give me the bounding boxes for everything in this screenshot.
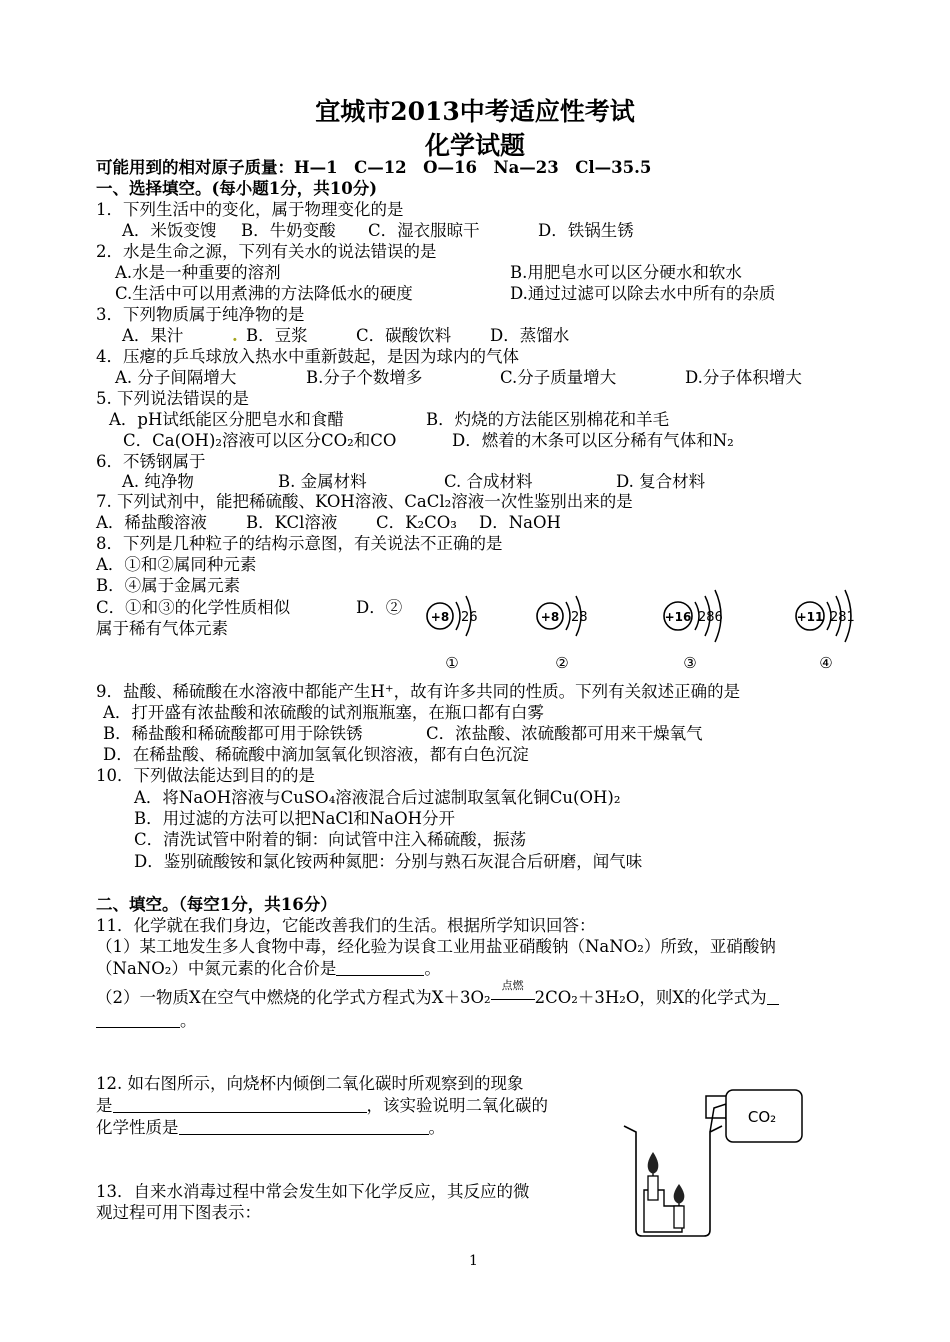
q2-option-b: B.用肥皂水可以区分硬水和软水 — [510, 263, 742, 282]
q6-stem: 6．不锈钢属于 — [96, 452, 206, 471]
atom-diagram-2 — [528, 586, 608, 674]
q6-option-d: D. 复合材料 — [616, 472, 706, 491]
section1-heading: 一、选择填空。(每小题1分，共10分) — [96, 179, 378, 198]
q8-stem: 8．下列是几种粒子的结构示意图，有关说法不正确的是 — [96, 534, 503, 553]
atom-4-shells: 281 — [830, 610, 855, 625]
q5-stem: 5. 下列说法错误的是 — [96, 389, 249, 408]
q2-option-d: D.通过过滤可以除去水中所有的杂质 — [510, 284, 776, 303]
q9-option-d: D．在稀盐酸、稀硫酸中滴加氢氧化钡溶液，都有白色沉淀 — [103, 745, 529, 764]
q6-option-a: A. 纯净物 — [122, 472, 194, 491]
atom-diagram-4 — [790, 586, 860, 674]
q11-part2-products: 2CO₂＋3H₂O，则X的化学式为 — [534, 988, 767, 1007]
co2-beaker-figure — [614, 1082, 814, 1246]
q10-option-a: A．将NaOH溶液与CuSO₄溶液混合后过滤制取氢氧化铜Cu(OH)₂ — [134, 788, 621, 807]
q11-part1-line1: （1）某工地发生多人食物中毒，经化验为误食工业用盐亚硝酸钠（NaNO₂）所致，亚硝酸钠 — [96, 937, 776, 956]
stray-mark: . — [232, 326, 238, 345]
reaction-arrow — [491, 979, 535, 1000]
q12-line2-start: 是 — [96, 1096, 113, 1115]
reaction-condition: 点燃 — [501, 979, 524, 992]
co2-label: CO₂ — [747, 1108, 777, 1126]
q3-option-d: D．蒸馏水 — [490, 326, 570, 345]
atom-1-nucleus: +8 — [430, 610, 450, 624]
atom-2-label: ② — [555, 654, 569, 670]
q2-option-a: A.水是一种重要的溶剂 — [115, 263, 281, 282]
q3-option-a: A．果汁 — [122, 326, 184, 345]
q9-option-a: A．打开盛有浓盐酸和浓硫酸的试剂瓶瓶塞，在瓶口都有白雾 — [103, 703, 544, 722]
q6-option-b: B. 金属材料 — [278, 472, 367, 491]
q8-option-d: D．② — [356, 598, 403, 617]
q7-option-d: D．NaOH — [479, 513, 561, 532]
q13-line1: 13．自来水消毒过程中常会发生如下化学反应，其反应的微 — [96, 1182, 530, 1201]
q11-part1-text: （NaNO₂）中氮元素的化合价是 — [96, 959, 337, 978]
q4-option-a: A. 分子间隔增大 — [115, 368, 237, 387]
q12-line3-end: 。 — [428, 1118, 445, 1137]
atom-3-nucleus: +16 — [664, 610, 692, 624]
atom-2-nucleus: +8 — [540, 610, 560, 624]
q12-line3 — [96, 1118, 445, 1138]
q12-line3-start: 化学性质是 — [96, 1118, 179, 1137]
q12-line2 — [96, 1096, 548, 1116]
q1-option-b: B．牛奶变酸 — [241, 221, 336, 240]
q7-option-a: A．稀盐酸溶液 — [96, 513, 207, 532]
atom-diagram-1 — [418, 586, 498, 674]
atom-3-label: ③ — [683, 654, 697, 670]
q2-option-c: C.生活中可以用煮沸的方法降低水的硬度 — [115, 284, 413, 303]
atom-4-nucleus: +11 — [796, 610, 824, 624]
section2-heading: 二、填空。（每空1分，共16分） — [96, 895, 337, 914]
q5-option-c: C．Ca(OH)₂溶液可以区分CO₂和CO — [123, 431, 397, 450]
q1-option-d: D．铁锅生锈 — [538, 221, 634, 240]
q6-option-c: C. 合成材料 — [444, 472, 533, 491]
exam-subtitle: 化学试题 — [424, 131, 525, 160]
q11-answer-blank-1[interactable] — [336, 959, 424, 976]
q11-stem: 11．化学就在我们身边，它能改善我们的生活。根据所学知识回答： — [96, 916, 596, 935]
q12-answer-blank-2[interactable] — [179, 1118, 429, 1135]
exam-title: 宜城市2013中考适应性考试 — [315, 97, 635, 126]
q1-option-a: A．米饭变馊 — [122, 221, 217, 240]
q8-option-d-cont: 属于稀有气体元素 — [96, 619, 228, 638]
atom-2-shells: 28 — [571, 610, 588, 625]
q11-part1-end: 。 — [424, 959, 441, 978]
atomic-mass-line: 可能用到的相对原子质量：H—1 C—12 O—16 Na—23 Cl—35.5 — [96, 158, 652, 177]
q4-stem: 4．压瘪的乒乓球放入热水中重新鼓起，是因为球内的气体 — [96, 347, 519, 366]
q12-answer-blank-1[interactable] — [113, 1096, 367, 1113]
q2-stem: 2．水是生命之源，下列有关水的说法错误的是 — [96, 242, 437, 261]
q3-option-c: C．碳酸饮料 — [356, 326, 452, 345]
q5-option-d: D．燃着的木条可以区分稀有气体和N₂ — [452, 431, 734, 450]
q5-option-a: A．pH试纸能区分肥皂水和食醋 — [109, 410, 344, 429]
q7-option-c: C．K₂CO₃ — [376, 513, 457, 532]
q7-option-b: B．KCl溶液 — [246, 513, 338, 532]
q11-part2-cont — [96, 1011, 197, 1031]
q9-option-c: C．浓盐酸、浓硫酸都可用来干燥氧气 — [426, 724, 703, 743]
q4-option-d: D.分子体积增大 — [685, 368, 802, 387]
q13-line2: 观过程可用下图表示： — [96, 1203, 261, 1222]
q12-line1: 12. 如右图所示，向烧杯内倾倒二氧化碳时所观察到的现象 — [96, 1074, 524, 1093]
q4-option-c: C.分子质量增大 — [500, 368, 617, 387]
q11-part2-end: 。 — [180, 1011, 197, 1030]
q10-stem: 10．下列做法能达到目的的是 — [96, 766, 315, 785]
q11-answer-blank-2a[interactable] — [767, 988, 779, 1005]
q3-option-b: B．豆浆 — [246, 326, 308, 345]
q4-option-b: B.分子个数增多 — [306, 368, 423, 387]
q5-option-b: B．灼烧的方法能区别棉花和羊毛 — [426, 410, 670, 429]
atom-1-label: ① — [445, 654, 459, 670]
q11-answer-blank-2b[interactable] — [96, 1011, 180, 1028]
atom-1-shells: 26 — [461, 610, 478, 625]
q9-stem: 9．盐酸、稀硫酸在水溶液中都能产生H⁺，故有许多共同的性质。下列有关叙述正确的是 — [96, 682, 741, 701]
atom-diagram-3 — [654, 586, 744, 674]
atom-4-label: ④ — [819, 654, 833, 670]
q7-stem: 7. 下列试剂中，能把稀硫酸、KOH溶液、CaCl₂溶液一次性鉴别出来的是 — [96, 492, 633, 511]
q10-option-d: D．鉴别硫酸铵和氯化铵两种氮肥：分别与熟石灰混合后研磨，闻气味 — [134, 852, 643, 871]
q1-stem: 1．下列生活中的变化，属于物理变化的是 — [96, 200, 404, 219]
page-number: 1 — [469, 1253, 478, 1269]
q10-option-c: C．清洗试管中附着的铜：向试管中注入稀硫酸，振荡 — [134, 830, 527, 849]
q1-option-c: C．湿衣服晾干 — [368, 221, 480, 240]
atom-3-shells: 286 — [698, 610, 723, 625]
q9-option-b: B．稀盐酸和稀硫酸都可用于除铁锈 — [103, 724, 363, 743]
q8-option-b: B．④属于金属元素 — [96, 576, 241, 595]
q11-part2-text: （2）一物质X在空气中燃烧的化学式方程式为X＋3O₂ — [96, 988, 491, 1007]
q12-line2-end: ，该实验说明二氧化碳的 — [366, 1096, 548, 1115]
q11-part1-line2 — [96, 959, 441, 979]
q3-stem: 3．下列物质属于纯净物的是 — [96, 305, 305, 324]
q8-option-a: A．①和②属同种元素 — [96, 555, 257, 574]
q10-option-b: B．用过滤的方法可以把NaCl和NaOH分开 — [134, 809, 455, 828]
q8-option-c: C．①和③的化学性质相似 — [96, 598, 291, 617]
q11-part2-line — [96, 979, 779, 1008]
